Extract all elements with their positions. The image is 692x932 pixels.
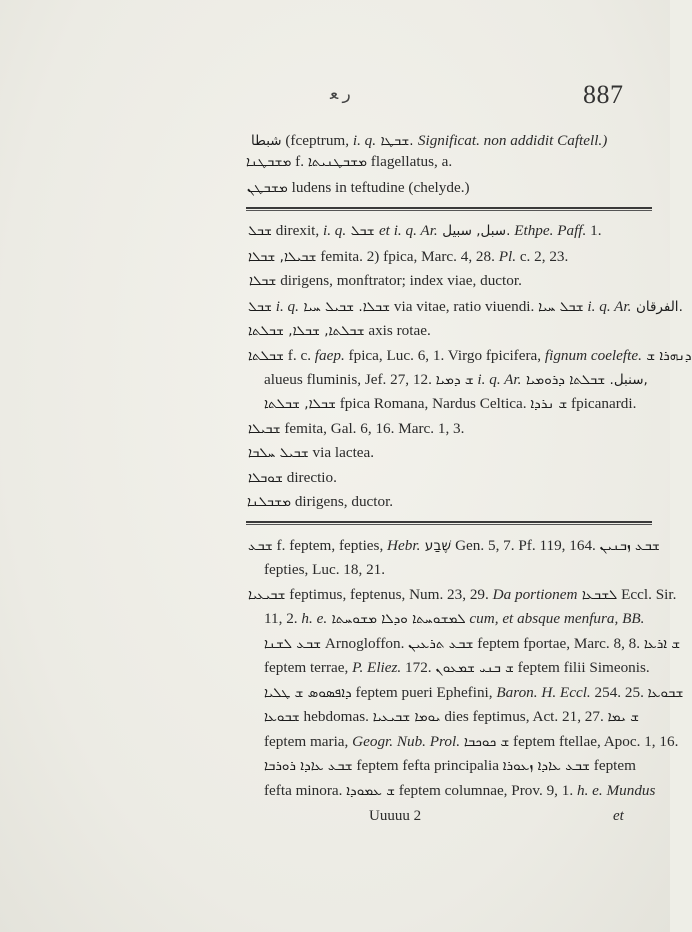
latin-gloss: directio. (282, 469, 337, 486)
syriac-term: ܫܒܠ (346, 223, 379, 239)
latin-gloss: feptem pueri Ephefini, (351, 684, 497, 701)
latin-gloss: fefta minora. (264, 782, 347, 799)
syriac-term: ܫܒܘܥܐ (647, 685, 684, 701)
latin-gloss: femita. 2) fpica, Marc. 4, 28. (316, 248, 499, 265)
latin-gloss: 172. (401, 659, 436, 676)
text-line (264, 781, 655, 801)
latin-gloss: Pl. (498, 248, 517, 265)
latin-gloss: feptimus, feptenus, Num. 23, 29. (285, 586, 493, 603)
syriac-term: שֶׁבַע (420, 538, 452, 554)
text-line (248, 419, 464, 439)
latin-gloss: f. (291, 153, 308, 170)
syriac-term: ܡܫܒܛܢ (247, 180, 288, 196)
syriac-term: ܫܒܠܬܐ (248, 348, 284, 364)
latin-gloss: fpica, Luc. 6, 1. Virgo fpicifera, (344, 347, 545, 364)
syriac-term: ܫܒܝܠ ܚܠܒܐ (248, 445, 309, 461)
latin-gloss: Gen. 5, 7. Pf. 119, 164. (451, 537, 600, 554)
latin-gloss: ludens in teftudine (chelyde.) (287, 179, 470, 196)
latin-gloss: feptem columnae, Prov. 9, 1. (394, 782, 577, 799)
syriac-term: ܝܘܡܐ ܫܒܝܥܝܐ (372, 709, 441, 725)
header-signature: ﺭ ﻌ (330, 84, 351, 103)
text-line (264, 732, 678, 752)
text-line (248, 443, 374, 463)
syriac-term: ܫ ܢܪܕܐ (530, 396, 568, 412)
latin-gloss: dirigens, monftrator; index viae, ductor. (276, 272, 522, 289)
text-line (264, 756, 636, 776)
latin-gloss: feptem (589, 757, 636, 774)
text-line (248, 468, 337, 488)
latin-gloss: femita, Gal. 6, 16. Marc. 1, 3. (280, 420, 465, 437)
text-line (248, 346, 692, 366)
text-line (264, 707, 639, 727)
catchword: et (613, 808, 624, 824)
latin-gloss: i. q. Ar. (583, 298, 632, 315)
syriac-term: ܕܢܗܪܐ ܫ (641, 348, 692, 364)
syriac-term: ܠܡܫܘܚܬܐ ܘܕܠܐ ܡܫܘܚܬܐ (327, 611, 466, 627)
latin-gloss: alueus fluminis, Jef. 27, 12. (264, 371, 436, 388)
syriac-term: ܫܒܝܥܝܐ (248, 587, 286, 603)
latin-gloss: axis rotae. (364, 322, 431, 339)
text-line (248, 221, 602, 241)
latin-gloss: feptem fportae, Marc. 8, 8. (473, 635, 644, 652)
entry-divider-2 (246, 521, 652, 523)
syriac-term: ܫ ܐܪܥܐ (643, 636, 681, 652)
text-line (248, 536, 660, 556)
text-line (264, 634, 680, 654)
text-line (246, 152, 452, 172)
text-line (264, 609, 644, 629)
text-line (264, 560, 385, 580)
latin-gloss: fpicanardi. (567, 395, 637, 412)
text-line (247, 492, 393, 512)
syriac-term: ܫܒܠܐ (249, 273, 277, 289)
syriac-term: ܫܒܠܐ, ܫܒܠܬܐ (264, 396, 336, 412)
syriac-term: ܫܒܠ (248, 223, 272, 239)
syriac-term: ܫܒܥ ܬܪܥܝܢ (408, 636, 474, 652)
latin-gloss: i. q. (322, 222, 347, 239)
latin-gloss: Significat. non addidit Caftell.) (417, 132, 608, 149)
latin-gloss: fepties, Luc. 18, 21. (264, 561, 386, 578)
latin-gloss: feptem ftellae, Apoc. 1, 16. (509, 733, 679, 750)
latin-gloss: 254. 25. (590, 684, 648, 701)
footer-signature: Uuuuu 2 (369, 808, 422, 824)
syriac-term: ﺷﺒﻄﺎ (251, 133, 282, 149)
text-line (248, 297, 683, 317)
text-line (264, 370, 648, 390)
text-line (248, 321, 431, 341)
latin-gloss: hebdomas. (299, 708, 373, 725)
syriac-term: ܕܐܦܣܘܣ ܫ ܛܠܝܐ (264, 685, 352, 701)
text-line (248, 585, 676, 605)
latin-gloss: Geogr. Nub. Prol. (352, 733, 461, 750)
latin-gloss: (fceptrum, (281, 132, 353, 149)
latin-gloss: et i. q. Ar. (378, 222, 438, 239)
page-number: 887 (583, 80, 624, 109)
text-line (247, 178, 470, 198)
syriac-term: ܫ ܕܡܝܐ (435, 372, 474, 388)
syriac-term: ܫܒܠ (248, 299, 272, 315)
text-line (251, 131, 607, 151)
syriac-term: ﺳﻨﺒﻞ. ܫܒܠܬܐ ܕܪܘܡܝܐ, (521, 372, 648, 388)
latin-gloss: Arnogloffon. (321, 635, 409, 652)
syriac-term: ﺳﺒﻞ, ﺳﺒﻴﻞ. (437, 223, 511, 239)
latin-gloss: faep. (314, 347, 345, 364)
entry-divider-1b (246, 210, 652, 211)
syriac-term: ܠܫܒܥܐ (577, 587, 618, 603)
text-line (264, 394, 636, 414)
syriac-term: ܫܒܝܠܐ (248, 421, 281, 437)
text-line (264, 683, 683, 703)
syriac-term: ܫܒܝܠܐ, ܫܒܠܐ (248, 249, 317, 265)
latin-gloss: h. e. Mundus (576, 782, 656, 799)
latin-gloss: dies feptimus, Act. 21, 27. (440, 708, 608, 725)
latin-gloss: i. q. (271, 298, 299, 315)
entry-divider-1 (246, 207, 652, 209)
latin-gloss: via vitae, ratio viuendi. (390, 298, 539, 315)
latin-gloss: i. q. (352, 132, 377, 149)
latin-gloss: i. q. Ar. (473, 371, 522, 388)
text-line (248, 247, 568, 267)
entry-divider-2b (246, 524, 652, 525)
syriac-term: ܫܘܒܠܐ (248, 470, 283, 486)
syriac-term: ﺍﻟﻔﺮﻗﺎﻥ. (631, 299, 683, 315)
syriac-term: ܫ ܟܘܟܒܐ (463, 734, 510, 750)
text-line (249, 271, 522, 291)
syriac-term: ܫ ܒܢܝ ܫܡܥܘܢ (435, 660, 514, 676)
syriac-term: ܫܒܥ (248, 538, 273, 554)
latin-gloss: direxit, (271, 222, 323, 239)
latin-gloss: dirigens, ductor. (291, 493, 394, 510)
page-header (0, 80, 670, 116)
latin-gloss: f. feptem, fepties, (272, 537, 388, 554)
syriac-term: ܫܒܥ ܥܐܕܐ ܪܘܪܒܐ (264, 758, 353, 774)
latin-gloss: fignum coelefte. (544, 347, 642, 364)
latin-gloss: h. e. (301, 610, 328, 627)
latin-gloss: feptem maria, (264, 733, 353, 750)
latin-gloss: 1. (586, 222, 602, 239)
latin-gloss: Da portionem (492, 586, 578, 603)
latin-gloss: P. Eliez. (352, 659, 402, 676)
syriac-term: ܫܒܛܐ. (376, 133, 418, 149)
latin-gloss: flagellatus, a. (367, 153, 453, 170)
latin-gloss: feptem terrae, (264, 659, 353, 676)
latin-gloss: fpica Romana, Nardus Celtica. (335, 395, 531, 412)
latin-gloss: via lactea. (308, 444, 375, 461)
syriac-term: ܫܒܥ ܥܐܕܐ ܙܥܘܪܐ (502, 758, 590, 774)
syriac-term: ܡܫܒܛܢܐ (246, 154, 292, 170)
syriac-term: ܫ ܥܡܘܕܐ (346, 783, 395, 799)
syriac-term: ܫ ܝܡܐ (607, 709, 639, 725)
syriac-term: ܡܫܒܛܢܝܬܐ (307, 154, 367, 170)
latin-gloss: feptem filii Simeonis. (513, 659, 650, 676)
syriac-term: ܡܫܒܠܢܐ (247, 494, 292, 510)
latin-gloss: f. c. (284, 347, 315, 364)
latin-gloss: Baron. H. Eccl. (496, 684, 591, 701)
syriac-term: ܫܒܠ ܚܝܐ (538, 299, 584, 315)
latin-gloss: cum, et absque menfura, BB. (465, 610, 645, 627)
latin-gloss: feptem fefta principalia (352, 757, 503, 774)
syriac-term: ܫܒܠܐ. ܫܒܝܠ ܚܝܐ (298, 299, 391, 315)
latin-gloss: Eccl. Sir. (617, 586, 677, 603)
syriac-term: ܫܒܘܥܐ (264, 709, 300, 725)
syriac-term: ܫܒܠܬܐ, ܫܒܠܐ, ܫܒܠܬܐ (248, 323, 365, 339)
latin-gloss: Ethpe. Paff. (510, 222, 587, 239)
syriac-term: ܫܒܥ ܠܫܢܐ (264, 636, 322, 652)
syriac-term: ܫܒܥ ܙܒܢܝܢ (599, 538, 660, 554)
latin-gloss: 11, 2. (264, 610, 302, 627)
latin-gloss: c. 2, 23. (516, 248, 569, 265)
text-line (264, 658, 650, 678)
latin-gloss: Hebr. (387, 537, 421, 554)
